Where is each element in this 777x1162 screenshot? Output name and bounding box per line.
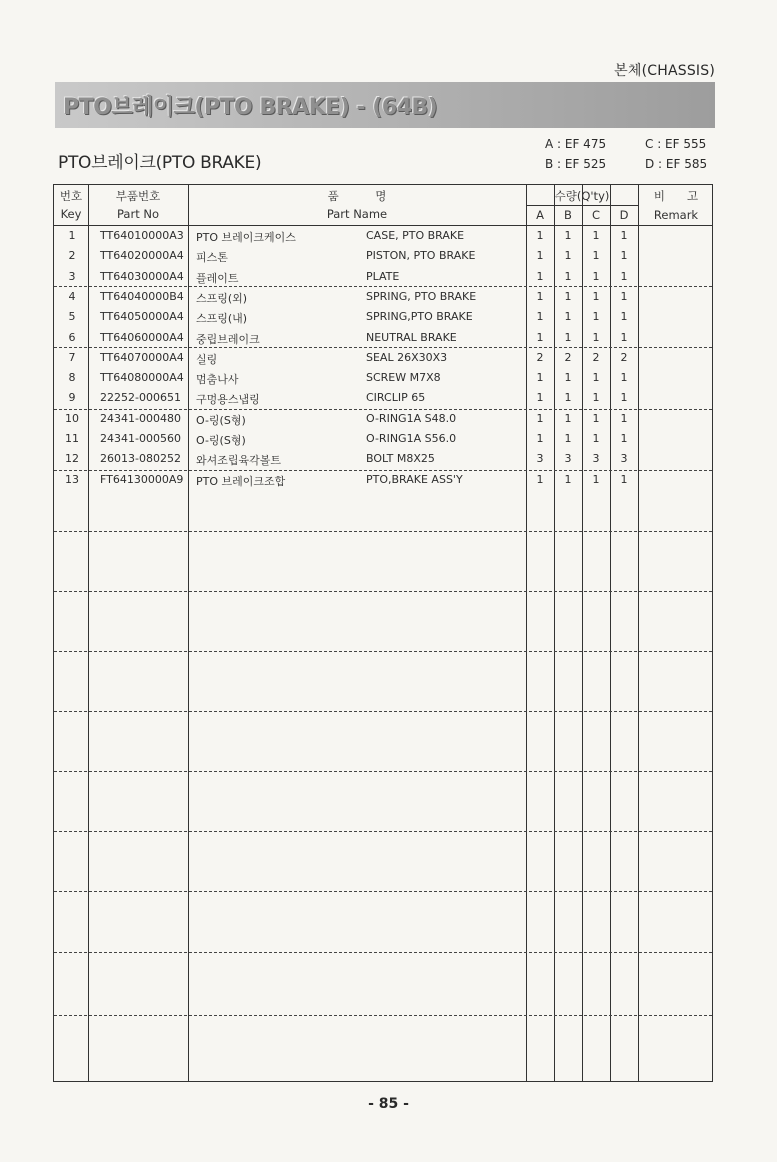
cell-qty-a: 1 [536, 269, 544, 283]
cell-qty-c: 1 [592, 371, 600, 385]
page-number: - 85 - [368, 1096, 409, 1112]
title-banner [55, 82, 715, 128]
model-b: B : EF 525 [545, 157, 607, 171]
header-key-en: Key [60, 207, 82, 221]
cell-qty-b: 1 [564, 310, 572, 324]
group-separator [54, 409, 712, 410]
cell-name-ko: 실링 [196, 352, 218, 366]
model-d: D : EF 585 [645, 157, 708, 171]
group-separator [54, 831, 712, 832]
header-qty-c: C [591, 208, 601, 222]
cell-qty-c: 1 [592, 411, 600, 425]
cell-part-no: TT64030000A4 [100, 269, 184, 283]
cell-qty-a: 1 [536, 411, 544, 425]
cell-qty-c: 1 [592, 472, 600, 486]
cell-qty-d: 1 [620, 391, 628, 405]
cell-part-no: FT64130000A9 [100, 472, 184, 486]
cell-name-en: SPRING, PTO BRAKE [366, 289, 477, 303]
cell-qty-d: 1 [620, 229, 628, 242]
cell-name-en: SEAL 26X30X3 [366, 350, 448, 364]
header-qty-a: A [536, 208, 544, 222]
cell-qty-b: 1 [564, 229, 572, 242]
banner-title: PTO브레이크(PTO BRAKE) - (64B) [63, 95, 438, 120]
section-label: 본체(CHASSIS) [614, 63, 715, 79]
cell-qty-d: 1 [620, 330, 628, 344]
cell-qty-d: 1 [620, 432, 628, 445]
parts-table [53, 184, 713, 1082]
cell-part-no: 26013-080252 [100, 452, 181, 466]
cell-name-en: CASE, PTO BRAKE [366, 229, 465, 242]
group-separator [54, 591, 712, 592]
header-qty-d: D [619, 208, 629, 222]
cell-qty-d: 1 [620, 371, 628, 385]
cell-qty-b: 1 [564, 269, 572, 283]
col-divider [638, 185, 639, 1081]
cell-name-ko: O-링(S형) [196, 434, 246, 447]
cell-qty-d: 2 [620, 350, 628, 364]
cell-name-en: O-RING1A S48.0 [366, 411, 457, 425]
cell-name-en: BOLT M8X25 [366, 452, 435, 466]
group-separator [54, 891, 712, 892]
cell-name-en: NEUTRAL BRAKE [366, 330, 457, 344]
cell-qty-a: 3 [536, 452, 544, 466]
cell-qty-c: 2 [592, 350, 600, 364]
cell-name-en: SPRING,PTO BRAKE [366, 310, 473, 324]
cell-qty-b: 1 [564, 371, 572, 385]
cell-qty-c: 1 [592, 330, 600, 344]
cell-qty-c: 3 [592, 452, 600, 466]
cell-qty-c: 1 [592, 229, 600, 242]
cell-key: 13 [65, 472, 79, 486]
cell-qty-b: 1 [564, 411, 572, 425]
model-c: C : EF 555 [645, 137, 707, 151]
cell-qty-d: 1 [620, 249, 628, 263]
header-partno-en: Part No [117, 207, 159, 221]
header-rule [54, 225, 712, 226]
group-separator [54, 771, 712, 772]
page-subtitle: PTO브레이크(PTO BRAKE) [58, 153, 262, 173]
cell-name-ko: 구멍용스냅링 [196, 393, 260, 407]
cell-part-no: 22252-000651 [100, 391, 181, 405]
cell-name-en: CIRCLIP 65 [366, 391, 426, 405]
cell-qty-a: 1 [536, 249, 544, 263]
cell-key: 2 [68, 249, 76, 263]
cell-qty-b: 1 [564, 432, 572, 445]
cell-qty-a: 1 [536, 472, 544, 486]
cell-qty-b: 1 [564, 289, 572, 303]
header-name-ko: 품 명 [327, 189, 387, 203]
model-a: A : EF 475 [545, 137, 607, 151]
cell-qty-d: 3 [620, 452, 628, 466]
cell-qty-a: 1 [536, 289, 544, 303]
cell-qty-c: 1 [592, 310, 600, 324]
model-legend [545, 134, 745, 174]
cell-name-en: PISTON, PTO BRAKE [366, 249, 476, 263]
cell-qty-b: 2 [564, 350, 572, 364]
header-qty-b: B [564, 208, 572, 222]
cell-key: 12 [65, 452, 79, 466]
cell-qty-a: 1 [536, 229, 544, 242]
cell-name-en: PTO,BRAKE ASS'Y [366, 472, 463, 486]
cell-name-ko: O-링(S형) [196, 413, 246, 427]
cell-qty-d: 1 [620, 269, 628, 283]
cell-key: 1 [68, 229, 76, 242]
cell-part-no: TT64070000A4 [100, 350, 184, 364]
cell-part-no: TT64010000A3 [100, 229, 184, 242]
cell-qty-b: 3 [564, 452, 572, 466]
cell-name-ko: 멈춤나사 [196, 373, 239, 387]
cell-key: 6 [68, 330, 76, 344]
cell-name-ko: PTO 브레이크조합 [196, 474, 286, 488]
cell-name-ko: PTO 브레이크케이스 [196, 231, 296, 244]
cell-qty-b: 1 [564, 249, 572, 263]
group-separator [54, 286, 712, 287]
cell-qty-a: 1 [536, 371, 544, 385]
cell-qty-d: 1 [620, 310, 628, 324]
cell-key: 9 [68, 391, 76, 405]
cell-qty-c: 1 [592, 432, 600, 445]
cell-qty-a: 1 [536, 391, 544, 405]
group-separator [54, 347, 712, 348]
qty-header-rule [526, 205, 638, 206]
cell-key: 4 [68, 289, 76, 303]
cell-qty-b: 1 [564, 391, 572, 405]
cell-key: 11 [65, 432, 79, 445]
cell-key: 10 [65, 411, 79, 425]
cell-qty-c: 1 [592, 391, 600, 405]
cell-name-ko: 피스톤 [196, 251, 228, 265]
col-divider [188, 185, 189, 1081]
header-key-ko: 번호 [59, 189, 83, 203]
cell-qty-d: 1 [620, 472, 628, 486]
cell-name-en: SCREW M7X8 [366, 371, 441, 385]
cell-part-no: TT64050000A4 [100, 310, 184, 324]
cell-part-no: TT64080000A4 [100, 371, 184, 385]
header-remark-en: Remark [653, 208, 699, 222]
cell-name-ko: 중립브레이크 [196, 332, 260, 346]
header-remark-ko: 비 고 [653, 189, 699, 203]
header-qty: 수량(Q'ty) [554, 189, 610, 203]
cell-name-ko: 플레이트 [196, 271, 239, 285]
cell-qty-a: 1 [536, 310, 544, 324]
cell-qty-a: 1 [536, 432, 544, 445]
cell-key: 5 [68, 310, 76, 324]
cell-qty-b: 1 [564, 330, 572, 344]
cell-name-ko: 스프링(외) [196, 291, 248, 305]
cell-part-no: 24341-000560 [100, 432, 181, 445]
cell-qty-c: 1 [592, 269, 600, 283]
cell-name-ko: 스프링(내) [196, 312, 248, 326]
cell-key: 3 [68, 269, 76, 283]
group-separator [54, 711, 712, 712]
cell-name-ko: 와셔조립육각볼트 [196, 454, 282, 468]
header-partno-ko: 부품번호 [115, 189, 161, 203]
group-separator [54, 470, 712, 471]
cell-part-no: 24341-000480 [100, 411, 181, 425]
cell-qty-d: 1 [620, 411, 628, 425]
header-name-en: Part Name [326, 207, 388, 221]
cell-qty-c: 1 [592, 249, 600, 263]
group-separator [54, 651, 712, 652]
cell-qty-d: 1 [620, 289, 628, 303]
cell-name-en: PLATE [366, 269, 400, 283]
group-separator [54, 531, 712, 532]
cell-qty-a: 1 [536, 330, 544, 344]
cell-qty-c: 1 [592, 289, 600, 303]
cell-part-no: TT64040000B4 [100, 289, 184, 303]
cell-qty-a: 2 [536, 350, 544, 364]
cell-part-no: TT64060000A4 [100, 330, 184, 344]
cell-name-en: O-RING1A S56.0 [366, 432, 457, 445]
cell-qty-b: 1 [564, 472, 572, 486]
cell-key: 8 [68, 371, 76, 385]
cell-key: 7 [68, 350, 76, 364]
cell-part-no: TT64020000A4 [100, 249, 184, 263]
group-separator [54, 952, 712, 953]
group-separator [54, 1015, 712, 1016]
